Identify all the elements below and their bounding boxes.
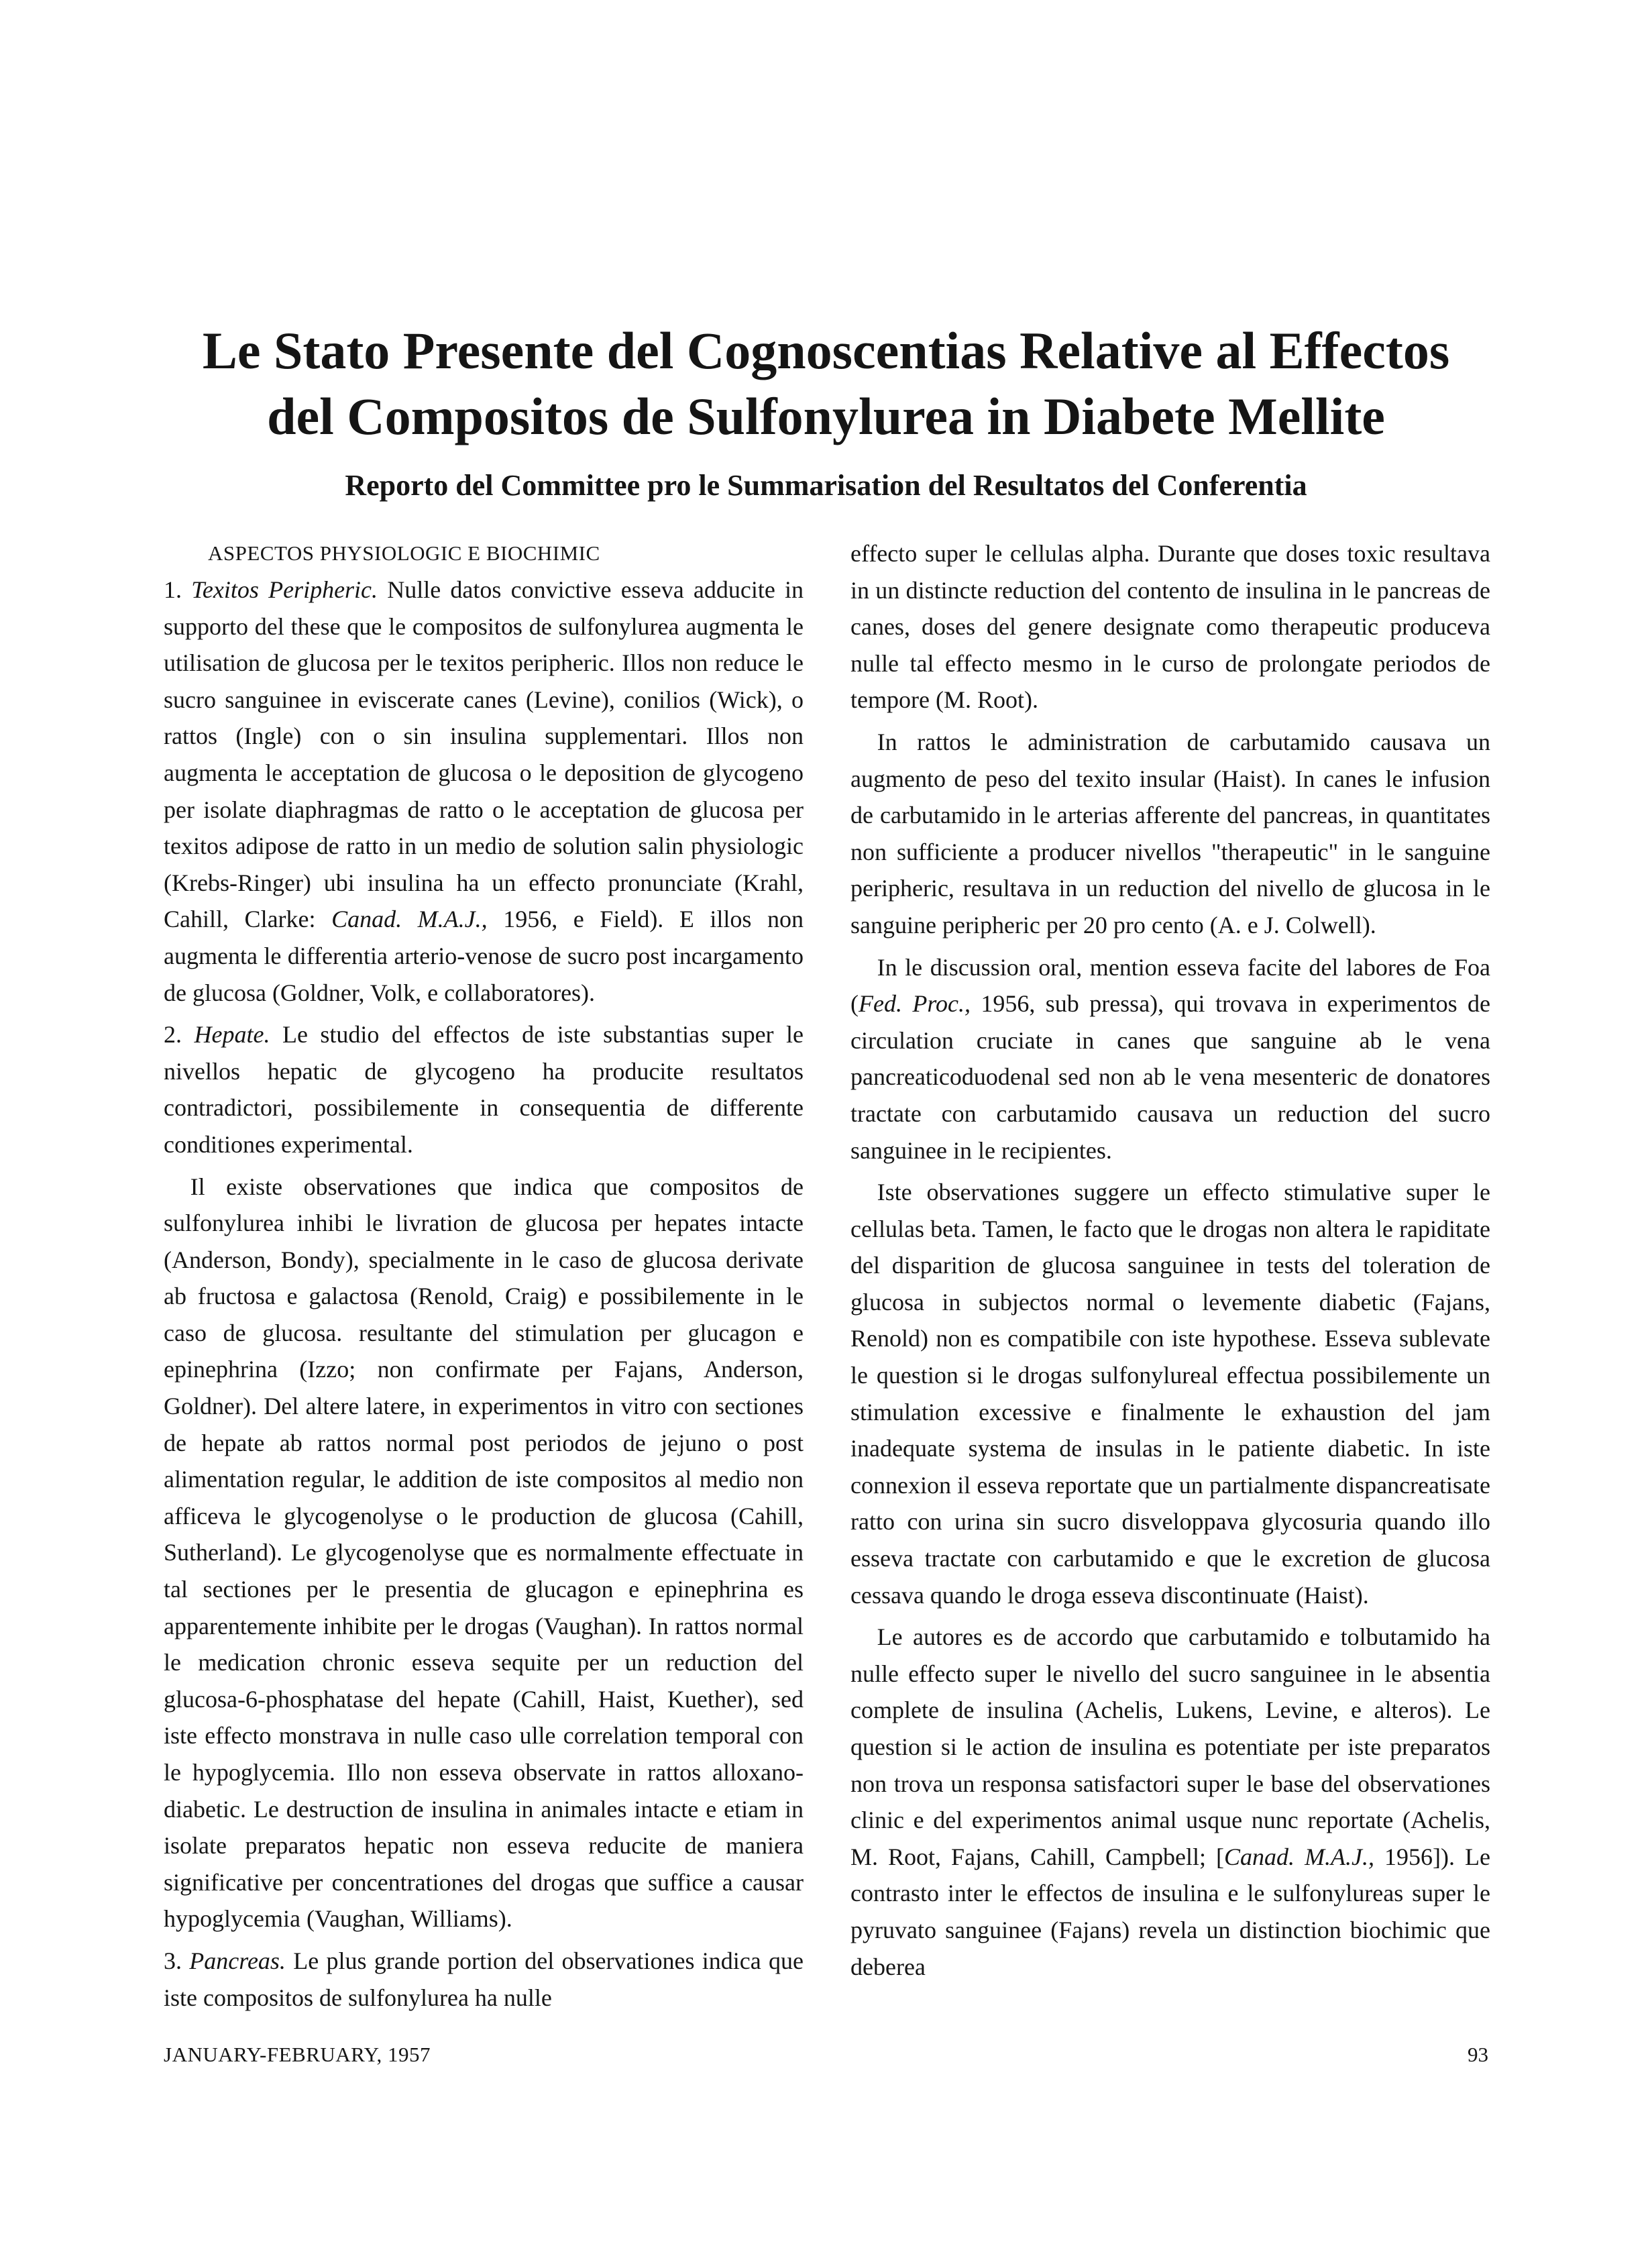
paragraph-heading: Hepate.: [194, 1021, 270, 1049]
article-title: [121, 318, 1531, 449]
title-line-2: del Compositos de Sulfonylurea in Diabete Mellite: [267, 387, 1385, 445]
paragraph-text: 1956, e Field). E illos non augmenta le differentia arterio-venose de sucro post incargamento de glucosa (Goldner, Volk, e collaboratores).: [164, 906, 804, 1006]
paragraph-carbutamide-rats: In rattos le administration de carbutamido causava un augmento de peso del texito insular (Haist). In canes le infusion de carbutamido in le arterias afferente del pancreas, in quantitates non sufficiente a producer nivellos "therapeutic" in le sanguine peripheric, resultava in un reduction del nivello de glucosa in le sanguine peripheric per 20 pro cento (A. e J. Colwell).: [850, 728, 1490, 938]
paragraph-liver-observations: Il existe observationes que indica que compositos de sulfonylurea inhibi le livration de glucosa per hepates intacte (Anderson, Bondy), specialmente in le caso de glucosa derivate ab fructosa e galactosa (Renold, Craig) e possibilemente in le caso de glucosa. resultante del stimulation per glucagon e epinephrina (Izzo; non confirmate per Fajans, Anderson, Goldner). Del altere latere, in experimentos in vitro con sectiones de hepate ab rattos normal post periodos de jejuno o post alimentation regular, le addition de iste compositos al medio non afficeva le glycogenolyse o le production de glucosa (Cahill, Sutherland). Le glycogenolyse que es normalmente effectuate in tal sectiones per le presentia de glucagon e epinephrina es apparentemente inhibite per le drogas (Vaughan). In rattos normal le medication chronic esseva sequite per un reduction del glucosa-6-phosphatase del hepate (Cahill, Haist, Kuether), sed iste effecto monstrava in nulle caso ulle correlation temporal con le hypoglycemia. Illo non esseva observate in rattos alloxano-diabetic. Le destruction de insulina in animales intacte e etiam in isolate preparatos hepatic non esseva reducite de maniera significative per concentrationes del drogas que suffice a causar hypoglycemia (Vaughan, Williams).: [164, 1173, 804, 1933]
paragraph-heading: Pancreas.: [189, 1947, 286, 1974]
item-number: 2.: [164, 1021, 195, 1049]
paragraph-discussion: [850, 949, 1490, 1169]
paragraph-peripheric-tissues: [164, 572, 804, 1011]
page-number: 93: [1468, 2043, 1488, 2066]
paragraph-text: 1956, sub pressa), qui trovava in experimentos de circulation cruciate in canes que sanguine ab le vena pancreaticoduodenal sed non ab le vena mesenteric de donatores tractate con carbutamido causava un reduction del sucro sanguinee in le recipientes.: [850, 990, 1490, 1164]
paragraph-text: Le plus grande portion del observationes indica que iste compositos de sulfonylurea ha nulle: [164, 1947, 804, 2011]
right-column: [850, 535, 1490, 1985]
paragraph-heading: Texitos Peripheric.: [191, 576, 378, 603]
paragraph-text: Le studio del effectos de iste substantias super le nivellos hepatic de glycogeno ha producite resultatos contradictori, possibilemente in consequentia de differente conditiones experimental.: [164, 1021, 804, 1158]
citation: Fed. Proc.,: [859, 990, 971, 1018]
paragraph-text: 1956]). Le contrasto inter le effectos de insulina e le sulfonylureas super le pyruvato sanguinee (Fajans) revela un distinction biochimic que deberea: [850, 1843, 1490, 1980]
paragraph-beta-cells: Iste observationes suggere un effecto stimulative super le cellulas beta. Tamen, le facto que le drogas non altera le rapiditate del disparition de glucosa sanguinee in tests del toleration de glucosa in subjectos normal o levemente diabetic (Fajans, Renold) non es compatibile con iste hypothese. Esseva sublevate le question si le drogas sulfonylureal effectua possibilemente un stimulation excessive e finalmente le exhaustion del jam inadequate systema de insulas in le patiente diabetic. In iste connexion il esseva reportate que un partialmente dispancreatisate ratto con urina sin sucro disveloppava glycosuria quando illo esseva tractate con carbutamido e que le excretion de glucosa cessava quando le droga esseva discontinuate (Haist).: [850, 1179, 1490, 1609]
section-heading: ASPECTOS PHYSIOLOGIC E BIOCHIMIC: [208, 541, 600, 565]
paragraph-text: In le discussion oral, mention esseva facite del labores de Foa (: [850, 953, 1490, 1018]
title-line-1: Le Stato Presente del Cognoscentias Relative al Effectos: [202, 321, 1450, 380]
paragraph-alpha-cells: effecto super le cellulas alpha. Durante que doses toxic resultava in un distincte reduction del contento de insulina in le pancreas de canes, doses del genere designate como therapeutic produceva nulle tal effecto mesmo in le curso de prolongate periodos de tempore (M. Root).: [850, 540, 1490, 714]
paragraph-text: Nulle datos convictive esseva adducite in supporto del these que le compositos de sulfonylurea augmenta le utilisation de glucosa per le texitos peripheric. Illos non reduce le sucro sanguinee in eviscerate canes (Levine), conilios (Wick), o rattos (Ingle) con o sin insulina supplementari. Illos non augmenta le acceptation de glucosa o le deposition de glycogeno per isolate diaphragmas de ratto o le acceptation de glucosa per texitos adipose de ratto in un medio de solution salin physiologic (Krebs-Ringer) ubi insulina ha un effecto pronunciate (Krahl, Cahill, Clarke:: [164, 576, 804, 933]
paragraph-liver: [164, 1016, 804, 1163]
paragraph-authors-agreement: [850, 1619, 1490, 1985]
paragraph-text: Le autores es de accordo que carbutamido e tolbutamido ha nulle effecto super le nivello del sucro sanguinee in le absentia complete de insulina (Achelis, Lukens, Levine, e alteros). Le question si le action de insulina es potentiate per iste preparatos non trova un responsa satisfactori super le base del observationes clinic e del experimentos animal usque nunc reportate (Achelis, M. Root, Fajans, Cahill, Campbell; [: [850, 1623, 1490, 1870]
item-number: 1.: [164, 576, 192, 603]
paragraph-pancreas: [164, 1943, 804, 2016]
left-column: [164, 535, 804, 2016]
footer-issue-date: JANUARY-FEBRUARY, 1957: [164, 2043, 431, 2066]
article-subtitle: Reporto del Committee pro le Summarisation del Resultatos del Conferentia: [345, 469, 1307, 502]
citation: Canad. M.A.J.,: [1224, 1843, 1375, 1870]
item-number: 3.: [164, 1947, 190, 1974]
citation: Canad. M.A.J.,: [331, 906, 488, 933]
